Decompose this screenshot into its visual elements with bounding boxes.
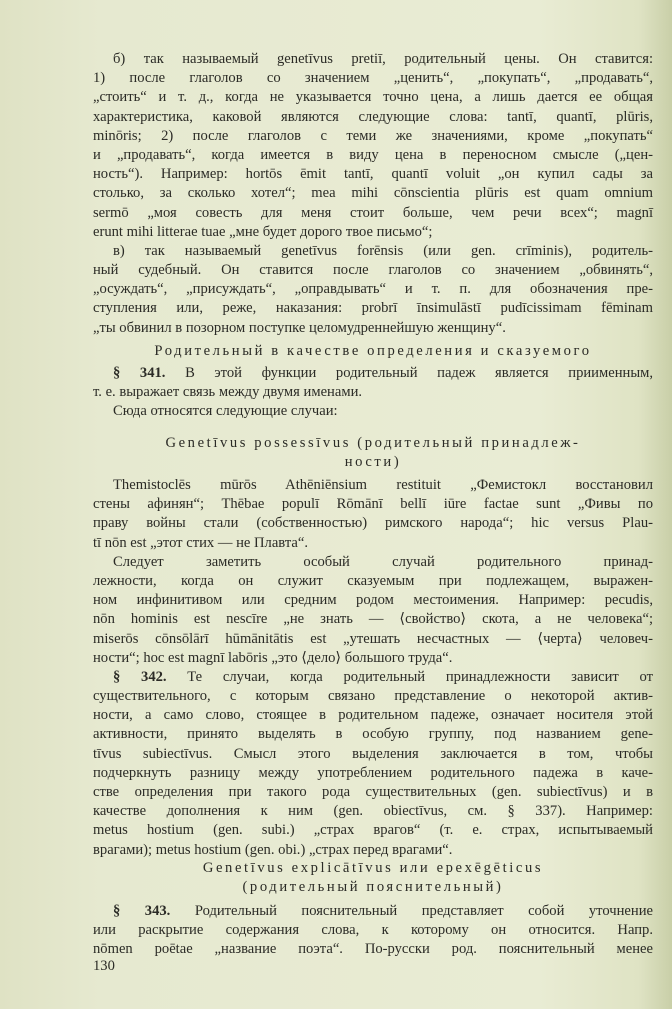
heading-line: Genetīvus explicātīvus или epexēgēticus (202, 860, 544, 876)
text-line: ном инфинитивом или средним родом местоимения. Например: pecudis, (93, 592, 653, 609)
text-line: erunt mihi litterae tuae „мне будет дорого твое письмо“; (93, 223, 433, 240)
text-line: существительного, с которым связано представление о некоторой актив- (93, 688, 653, 705)
paragraph-possessivus (93, 476, 653, 860)
text-line: nōn hominis est nescīre „не знать — ⟨свойство⟩ скота, а не человека“; (93, 611, 653, 628)
section-number: § 343. (113, 903, 171, 919)
text-line: врагами); metus hostium (gen. obi.) „страх перед врагами“. (93, 841, 453, 858)
paragraph-343 (93, 902, 653, 960)
text-line: ступления или, реже, наказания: probrī īnsimulāstī pudīcissimam fēminam (93, 300, 653, 317)
text-line: metus hostium (gen. subi.) „страх врагов“ (т. е. страх, испытываемый (93, 822, 653, 839)
text-line: „стоить“ и т. д., когда не указывается точно цена, а лишь дается ее общая (93, 89, 653, 106)
section-heading (93, 859, 653, 897)
text-line: стены афинян“; Thēbae populī Rōmānī bellī iūre factae sunt „Фивы по (93, 496, 653, 513)
text-line: или раскрытие содержания слова, к которому он относится. Напр. (93, 922, 653, 939)
text-line: праву войны стали (собственностью) римского народа“; hic versus Plau- (93, 515, 653, 532)
section-heading: Родительный в качестве определения и сказуемого (154, 343, 592, 359)
text-line: стве определения при такого рода существительных (gen. subiectīvus) и в (93, 784, 653, 800)
text-line: Themistoclēs mūrōs Athēniēnsium restituit „Фемистокл восстановил (113, 477, 653, 493)
heading-line: Genetīvus possessīvus (родительный принадлеж- (165, 435, 581, 451)
text-line: в) так называемый genetīvus forēnsis (или gen. crīminis), родитель- (113, 242, 653, 259)
text-line: Следует заметить особый случай родительного принад- (113, 553, 653, 570)
text-line: miserōs cōnsōlārī hūmānitātis est „утешать несчастных — ⟨черта⟩ человеч- (93, 630, 653, 647)
text-line: tīvus subiectīvus. Смысл этого выделения заключается в том, чтобы (93, 745, 653, 762)
section-number: § 342. (113, 668, 167, 685)
text-line: подчеркнуть разницу между употреблением родительного падежа в каче- (93, 764, 653, 781)
text-line: качестве дополнения к ним (gen. obiectīvus, см. § 337). Например: (93, 803, 653, 820)
text-line: tī nōn est „этот стих — не Плавта“. (93, 534, 308, 551)
paragraph-genetivus-pretii (93, 50, 653, 338)
section-number: § 341. (113, 365, 166, 381)
heading-line: (родительный пояснительный) (242, 879, 504, 896)
text-line: „ты обвинил в позорном поступке целомудреннейшую женщину“. (93, 319, 506, 336)
text-line: лежности, когда он служит сказуемым при подлежащем, выражен- (93, 572, 653, 589)
text-line: и „продавать“, когда имеется в виду цена в переносном смысле („цен- (93, 146, 653, 163)
text-line: ный судебный. Он ставится после глаголов со значением „обвинять“, (93, 262, 653, 279)
text-line: б) так называемый genetīvus pretiī, родительный цены. Он ставится: (113, 51, 653, 67)
text-line: столько, за сколько хотел“; mea mihi cōnscientia plūris est quam omnium (93, 185, 653, 202)
text-line: 1) после глаголов со значением „ценить“, „покупать“, „продавать“, (93, 70, 653, 87)
text-line: sermō „моя совесть для меня стоит больше, чем речи всех“; magnī (93, 204, 653, 221)
text-line: В этой функции родительный падеж является приименным, (165, 365, 654, 381)
text-line: Те случаи, когда родительный принадлежности зависит от (166, 668, 654, 685)
text-line: Родительный пояснительный представляет собой уточнение (170, 903, 653, 919)
paragraph-341 (93, 364, 653, 422)
text-line: т. е. выражает связь между двумя именами. (93, 384, 363, 401)
text-line: ности, а само слово, стоящее в родительном падеже, означает носителя этой (93, 707, 653, 724)
text-line: ность“). Например: hortōs ēmit tantī, quantī voluit „он купил сады за (93, 166, 653, 183)
text-line: активности, принято выделять в особую группу, под названием gene- (93, 726, 653, 743)
text-line: Сюда относятся следующие случаи: (113, 403, 338, 420)
text-line: характеристика, каковой являются следующие слова: tantī, quantī, plūris, (93, 108, 653, 125)
page-number: 130 (93, 958, 115, 974)
text-line: nōmen poētae „название поэта“. По-русски род. пояснительный менее (93, 941, 653, 958)
text-line: ности“; hoc est magnī labōris „это ⟨дело⟩ большого труда“. (93, 649, 453, 666)
text-line: „осуждать“, „присуждать“, „оправдывать“ и т. п. для обозначения пре- (93, 281, 653, 298)
text-line: minōris; 2) после глаголов с теми же значениями, кроме „покупать“ (93, 127, 653, 144)
heading-line: ности) (344, 454, 402, 471)
section-heading (93, 434, 653, 472)
